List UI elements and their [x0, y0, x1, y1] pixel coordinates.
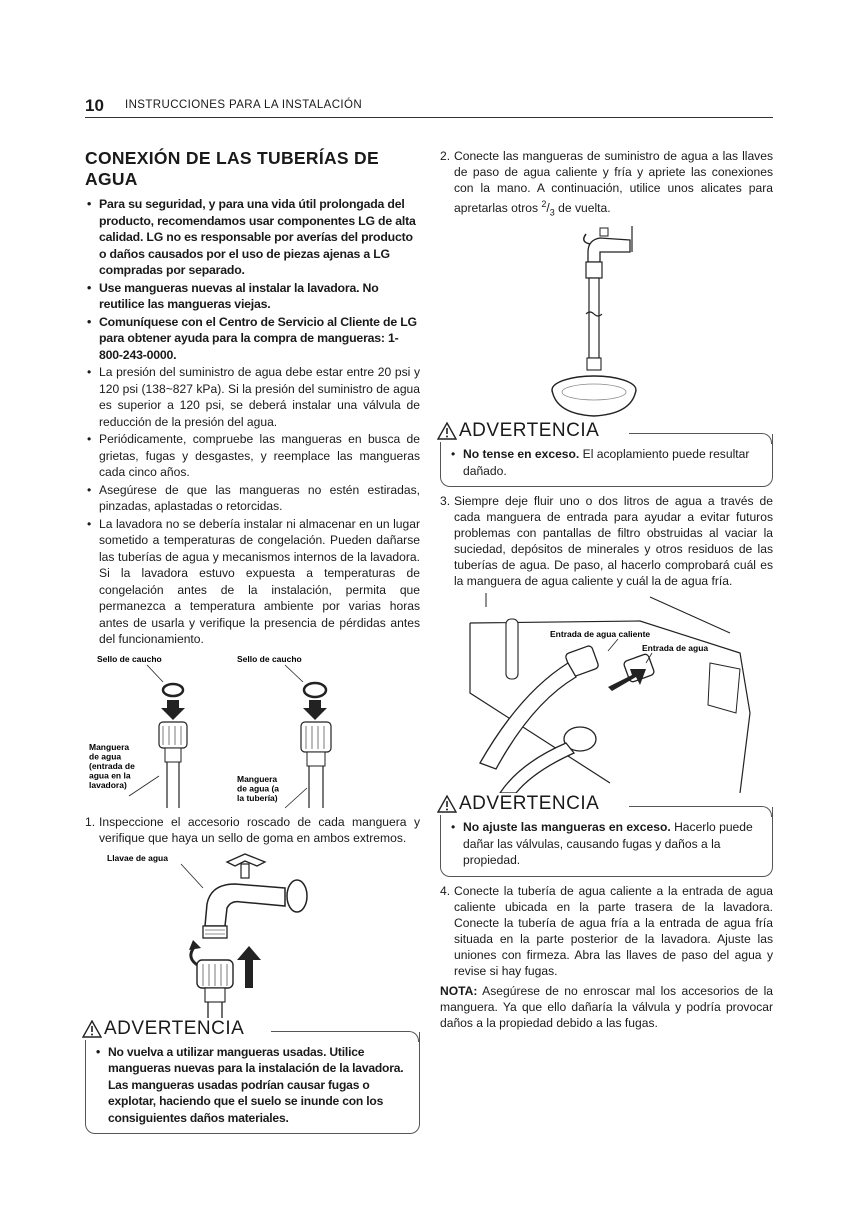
list-item: • Use mangueras nuevas al instalar la lavadora. No reutilice las mangueras viejas.	[85, 280, 420, 313]
page-header	[85, 96, 773, 116]
note-label: NOTA:	[440, 983, 478, 998]
rubber-seal-icon	[163, 684, 183, 696]
warning-box	[440, 420, 773, 487]
warning-box	[85, 1017, 420, 1135]
note-text: Asegúrese de no enroscar mal los accesorios de la manguera. Ya que ello dañaría la válvula y podría provocar daños a la propiedad debido a las fugas.	[440, 983, 773, 1030]
list-item: • Periódicamente, compruebe las mangueras en busca de grietas, fugas y desgastes, y reemplace las mangueras cada cinco años.	[85, 431, 420, 481]
warning-title: ADVERTENCIA	[82, 1018, 250, 1040]
list-item: • Comuníquese con el Centro de Servicio al Cliente de LG para obtener ayuda para la compra de mangueras: 1-800-243-0000.	[85, 314, 420, 364]
step-text: Inspeccione el accesorio roscado de cada manguera y verifique que haya un sello de goma en ambos extremos.	[99, 814, 420, 845]
warning-text: • No ajuste las mangueras en exceso. Hacerlo puede dañar las válvulas, causando fugas y daños a la propiedad.	[449, 819, 764, 869]
arrow-down-icon	[303, 700, 327, 720]
bullet-list	[85, 196, 420, 648]
step-2: 2. Conecte las mangueras de suministro de agua a las llaves de paso de agua caliente y fría y apriete las conexiones con la mano. A continuación, utilice unos alicates para apretarlas otros $^2/_3$ de vuelta.	[440, 149, 773, 218]
step-1	[85, 814, 420, 846]
flush-hose-figure	[440, 222, 773, 422]
warning-triangle-icon	[82, 1020, 102, 1038]
list-item: • Para su seguridad, y para una vida útil prolongada del producto, recomendamos usar componentes LG de alta calidad. LG no es responsable por averías del producto o daños causados por el uso de piezas ajenas a LG compradas por separado.	[85, 196, 420, 279]
warning-triangle-icon	[437, 795, 457, 813]
right-column	[440, 148, 773, 1031]
step-number: 4.	[440, 883, 451, 898]
step-number: 1.	[85, 814, 96, 829]
hose-icon	[307, 752, 325, 766]
step-text: Conecte la tubería de agua caliente a la entrada de agua caliente ubicada en la parte trasera de la lavadora. Conecte la tubería de agua fría a la entrada de agua fría situada en la parte posterior de la lavadora. Ajuste las uniones con firmeza. Abra las llaves de paso del agua y revise si hay fugas.	[454, 883, 773, 978]
hose-seal-figure	[85, 650, 420, 810]
step-number: 2.	[440, 149, 451, 163]
page-number: 10	[85, 96, 104, 115]
faucet-icon	[588, 238, 630, 262]
arrow-up-icon	[237, 946, 261, 988]
step-number: 3.	[440, 494, 451, 509]
step-4	[440, 883, 773, 979]
note	[440, 983, 773, 1031]
step-text: Siempre deje fluir uno o dos litros de agua a través de cada manguera de entrada para ayudar a evitar futuros problemas con pantallas de filtro obstruidas al vaciar la suciedad, depósitos de minerales y otros residuos de las tuberías de agua. De paso, al hacerlo comprobará cuál es la manguera de agua caliente y cuál la de agua fría.	[454, 494, 773, 589]
hose-left-label: Manguera de agua (entrada de agua en la lavadora)	[89, 741, 135, 790]
step-3	[440, 493, 773, 589]
list-item: • La lavadora no se debería instalar ni almacenar en un lugar sometido a temperaturas de congelación. Pueden dañarse las tuberías de agua y mecanismos internos de la lavadora. Si la lavadora estuvo expuesta a temperaturas de congelación antes de la instalación, permita que permanezca a temperatura ambiente por varias horas antes de usarla y verifique la presencia de pérdidas antes del funcionamiento.	[85, 516, 420, 648]
arrow-down-icon	[161, 700, 185, 720]
faucet-figure	[85, 848, 420, 1028]
hose-icon	[589, 278, 599, 358]
left-column	[85, 148, 420, 1134]
washer-inlet-figure	[440, 593, 773, 793]
faucet-icon	[205, 884, 285, 926]
hot-inlet-label: Entrada de agua caliente	[550, 629, 651, 640]
cold-inlet-label: Entrada de agua	[642, 643, 709, 654]
list-item: • La presión del suministro de agua debe estar entre 20 psi y 120 psi (138~827 kPa). Si la presión del suministro de agua es superior a 120 psi, se deberá instalar una válvula de reducción de la presión del agua.	[85, 364, 420, 430]
faucet-label: Llavae de agua	[107, 852, 168, 863]
rubber-seal-icon	[304, 683, 326, 697]
step-text: Conecte las mangueras de suministro de agua a las llaves de paso de agua caliente y fría y apriete las conexiones con la mano. A continuación, utilice unos alicates para apretarlas otros	[454, 149, 773, 216]
section-heading: CONEXIÓN DE LAS TUBERÍAS DE AGUA	[85, 148, 379, 189]
running-title: INSTRUCCIONES PARA LA INSTALACIÓN	[125, 99, 363, 111]
header-rule	[85, 117, 773, 118]
warning-triangle-icon	[437, 422, 457, 440]
hose-icon	[165, 748, 181, 762]
warning-title: ADVERTENCIA	[437, 420, 605, 442]
warning-title: ADVERTENCIA	[437, 793, 605, 815]
list-item: • Asegúrese de que las mangueras no estén estiradas, pinzadas, aplastadas o retorcidas.	[85, 482, 420, 515]
warning-text: • No vuelva a utilizar mangueras usadas. Utilice mangueras nuevas para la instalación de la lavadora. Las mangueras usadas podrían causar fugas o explotar, haciendo que el suelo se inunde con los consiguientes daños materiales.	[94, 1044, 411, 1127]
hose-right-label: Manguera de agua (a la tubería)	[237, 773, 280, 803]
seal-right-label: Sello de caucho	[237, 653, 302, 664]
warning-text: • No tense en exceso. El acoplamiento puede resultar dañado.	[449, 446, 764, 479]
seal-left-label: Sello de caucho	[97, 653, 162, 664]
warning-box	[440, 793, 773, 877]
